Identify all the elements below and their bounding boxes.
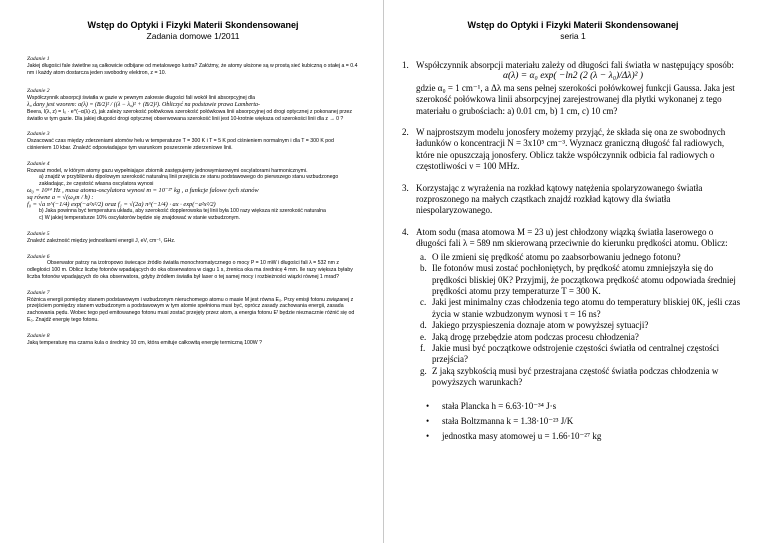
zadanie-4-heading: Zadanie 4 bbox=[27, 160, 50, 167]
constant-item bbox=[426, 431, 744, 442]
task-3-number: 3. bbox=[402, 182, 409, 193]
task-2 bbox=[402, 127, 744, 173]
task-1-after: gdzie α₀ = 1 cm⁻¹, a Δλ ma sens pełnej szerokości połówkowej funkcji Gaussa. Jaka jest szerokość połówkowa linii absorpcyjnej zarejestrowanej dla płytki wykonanej z tego materiału o grubościach: a) 0.01 cm, b) 1 cm, c) 10 cm? bbox=[416, 82, 735, 116]
right-page bbox=[384, 0, 768, 543]
list-item-text: Jaką drogę przebędzie atom podczas procesu chłodzenia? bbox=[432, 331, 639, 342]
task-1-number: 1. bbox=[402, 60, 409, 70]
zadanie-3-text: Oszacować czas między zderzeniami atomów helu w temperaturze T = 300 K i T = 5 K pod ciśnieniem normalnym i dla T = 300 K pod ciśnieniem 10 kbar. Znaleźć odpowiadające tym warunkom poszerzenie zderzeniowe linii. bbox=[27, 138, 334, 151]
list-item-letter: d. bbox=[420, 320, 427, 331]
constant-text: stała Plancka h = 6.63·10⁻³⁴ J·s bbox=[442, 400, 557, 411]
list-item bbox=[420, 320, 744, 331]
zadanie-4-part-a: a) znajdź w przybliżeniu dipolowym szerokość naturalną linii przejścia ze stanu podstawowego do pierwszego stanu wzbudzonego zakładając, że częstość własna oscylatora wynosi bbox=[39, 174, 339, 188]
bullet-icon: • bbox=[426, 400, 430, 411]
zadanie-3-heading: Zadanie 3 bbox=[27, 131, 50, 138]
list-item-letter: f. bbox=[420, 342, 426, 353]
zadanie-4-formula-1: ω₀ = 10¹⁴ Hz , masa atomu-oscylatora wynosi m = 10⁻²⁷ kg , a funkcje falowe tych stanów bbox=[27, 186, 259, 194]
task-4 bbox=[402, 227, 744, 389]
right-subtitle: seria 1 bbox=[560, 31, 586, 41]
zadanie-5-text: Znaleźć zależność między jednostkami energii J, eV, cm⁻¹, GHz. bbox=[27, 237, 176, 244]
zadanie-7 bbox=[27, 290, 359, 324]
left-subtitle: Zadania domowe 1/2011 bbox=[146, 31, 240, 41]
list-item-letter: c. bbox=[420, 297, 427, 308]
zadanie-1-heading: Zadanie 1 bbox=[27, 56, 50, 62]
list-item-letter: b. bbox=[420, 263, 427, 274]
list-item bbox=[420, 332, 744, 343]
right-header bbox=[402, 20, 744, 42]
constant-text: jednostka masy atomowej u = 1.66·10⁻²⁷ kg bbox=[442, 431, 602, 442]
zadanie-8-text: Jaką temperaturę ma czarna kula o średnicy 10 cm, która emituje całkowitą energię termiczną 100W ? bbox=[27, 339, 262, 346]
zadanie-1 bbox=[27, 56, 359, 76]
zadanie-3 bbox=[27, 131, 359, 151]
zadanie-2-text-3: Beera, I(λ, z) = I₀ · e^(−α(λ)·z), jak zależy szerokość połówkowa szerokość połówkowa linii absorpcyjnej od drogi optycznej z pokonanej przez światło w tym gazie. Dla jakiej długości drogi optycznej obserwowana szerokość linii jest 10-krotnie większa od szerokości linii dla z → 0 ? bbox=[27, 108, 353, 122]
list-item bbox=[420, 343, 744, 366]
zadanie-6-text: Obserwator patrzy na izotropowo świecące źródło światła monochromatycznego o mocy P = 10 mW i długości fali λ = 532 nm z odległości 100 m. Oblicz liczbę fotonów wpadających do oka obserwatora w ciągu 1 s, źrenica oka ma średnicę 4 mm. Ile razy większa byłaby liczba fotonów wpadających do oka obserwatora, gdyby źródłem światła był laser o tej samej mocy i rozbieżności wiązki równej 1 mrad? bbox=[27, 260, 353, 280]
task-1-formula: α(λ) = α₀ exp( −ln2 (2 (λ − λ₀)/Δλ)² ) bbox=[502, 71, 644, 82]
zadanie-4-part-c: c) W jakiej temperaturze 10% oscylatorów będzie się znajdować w stanie wzbudzonym. bbox=[39, 215, 240, 222]
zadanie-7-text: Różnica energii pomiędzy stanem podstawowym i wzbudzonym nieruchomego atomu o masie M jest równa E₀. Przy emisji fotonu związanej z przejściem pomiędzy stanem wzbudzonym a podstawowym w tym atomie spełniona musi być, oprócz zasady zachowania energii, zasada zachowania pędu. Wobec tego pęd emitowanego fotonu musi zostać przejęty przez atom, a energia fotonu Eᶠ będzie nieznacznie różnić się od E₀. Znajdź energię tego fotonu. bbox=[27, 296, 355, 323]
zadanie-7-heading: Zadanie 7 bbox=[27, 289, 50, 296]
list-item bbox=[420, 366, 744, 389]
list-item bbox=[420, 297, 744, 320]
list-item-text: Jaki jest minimalny czas chłodzenia tego atomu do temperatury bliskiej 0K, jeśli czas życia w stanie wzbudzonym wynosi τ = 16 ns? bbox=[432, 297, 741, 319]
zadanie-5-heading: Zadanie 5 bbox=[27, 230, 50, 237]
bullet-icon: • bbox=[426, 431, 430, 442]
zadanie-4-text: Rozważ model, w którym atomy gazu wypełniające zbiornik zastępujemy jednowymiarowymi oscylatorami harmonicznymi. bbox=[27, 167, 308, 174]
task-2-number: 2. bbox=[402, 127, 409, 138]
zadanie-2-formula: λ₀ dany jest wzorem: α(λ) = (B/2)² / ((λ − λ₀)² + (B/2)²). Obliczyć na podstawie prawa Lamberta- bbox=[27, 101, 261, 108]
list-item-text: Jakiego przyspieszenia doznaje atom w powyższej sytuacji? bbox=[432, 320, 649, 331]
right-title: Wstęp do Optyki i Fizyki Materii Skondensowanej bbox=[467, 20, 679, 30]
list-item-text: Z jaką szybkością musi być przestrajana częstość światła podczas chłodzenia w powyższych warunkach? bbox=[432, 365, 719, 388]
task-2-text: W najprostszym modelu jonosfery możemy przyjąć, że składa się ona ze swobodnych ładunków o koncentracji N = 3x10⁵ cm⁻³. Wyznacz graniczną długość fal radiowych, które nie opuszczają jonosfery. Oblicz także współczynnik odbicia fal radiowych o częstotliwości ν = 100 MHz. bbox=[416, 127, 726, 172]
task-4-sublist bbox=[420, 252, 744, 389]
constant-text: stała Boltzmanna k = 1.38·10⁻²³ J/K bbox=[442, 415, 574, 426]
zadanie-5 bbox=[27, 231, 359, 245]
zadanie-8-heading: Zadanie 8 bbox=[27, 332, 50, 339]
zadanie-6 bbox=[27, 254, 359, 281]
task-4-text: Atom sodu (masa atomowa M = 23 u) jest chłodzony wiązką światła laserowego o długości fali λ = 589 nm skierowaną przeciwnie do kierunku prędkości atomu. Oblicz: bbox=[416, 226, 728, 249]
zadanie-6-heading: Zadanie 6 bbox=[27, 253, 50, 260]
left-header bbox=[27, 20, 359, 42]
bullet-icon: • bbox=[426, 415, 430, 426]
list-item-letter: a. bbox=[420, 251, 427, 262]
constants-list bbox=[426, 401, 744, 443]
task-3 bbox=[402, 183, 744, 217]
task-4-number: 4. bbox=[402, 226, 409, 237]
zadanie-2-heading: Zadanie 2 bbox=[27, 88, 50, 95]
list-item-text: Jakie musi być początkowe odstrojenie częstości światła od centralnej częstości przejścia? bbox=[432, 342, 720, 365]
constant-item bbox=[426, 416, 744, 427]
list-item bbox=[420, 263, 744, 297]
zadanie-2 bbox=[27, 88, 359, 122]
task-1 bbox=[402, 60, 744, 117]
task-3-text: Korzystając z wyrażenia na rozkład kątowy natężenia spolaryzowanego światła rozproszonego na małych cząstkach znajdź rozkład kątowy dla światła niespolaryzowanego. bbox=[416, 182, 703, 216]
list-item-letter: g. bbox=[420, 365, 427, 376]
left-title: Wstęp do Optyki i Fizyki Materii Skondensowanej bbox=[87, 20, 299, 30]
zadanie-4-formula-2: są równe a = √(ω₀m / ħ) : bbox=[27, 193, 94, 201]
zadanie-4 bbox=[27, 161, 359, 222]
zadanie-8 bbox=[27, 333, 359, 347]
zadanie-1-text: Jakiej długości fale świetlne są całkowicie odbijane od metalowego lustra? Załóżmy, że atomy ułożone są w prostą sieć kubiczną o stałej a = 0.4 nm i każdy atom dostarcza jeden swobodny elektron, z = 10. bbox=[27, 62, 358, 76]
task-1-text: Współczynnik absorpcji materiału zależy od długości fali światła w następujący sposób: bbox=[416, 60, 734, 70]
list-item-text: Ile fotonów musi zostać pochłoniętych, by prędkość atomu zmniejszyła się do prędkości bliskiej 0K? Przyjmij, że początkowa prędkość atomu odpowiada średniej prędkości atomu przy temperaturze T = 300 K. bbox=[432, 263, 736, 296]
constant-item bbox=[426, 401, 744, 412]
zadanie-4-part-b: b) Jaka powinna być temperatura układu, aby szerokość dopplerowska tej linii była 100 razy większa niż szerokość naturalna bbox=[39, 208, 326, 215]
list-item-letter: e. bbox=[420, 331, 427, 342]
list-item bbox=[420, 252, 744, 263]
zadanie-2-text-1: Współczynnik absorpcji światła w gazie w pewnym zakresie długości fali wokół linii absorpcyjnej dla bbox=[27, 95, 256, 102]
zadanie-4-formula-3: f₀ = √a π^(−1/4) exp(−a²x²/2) oraz f₁ = √(2a) π^(−1/4) · ax · exp(−a²x²/2) bbox=[27, 200, 216, 208]
list-item-text: O ile zmieni się prędkość atomu po zaabsorbowaniu jednego fotonu? bbox=[432, 251, 681, 262]
